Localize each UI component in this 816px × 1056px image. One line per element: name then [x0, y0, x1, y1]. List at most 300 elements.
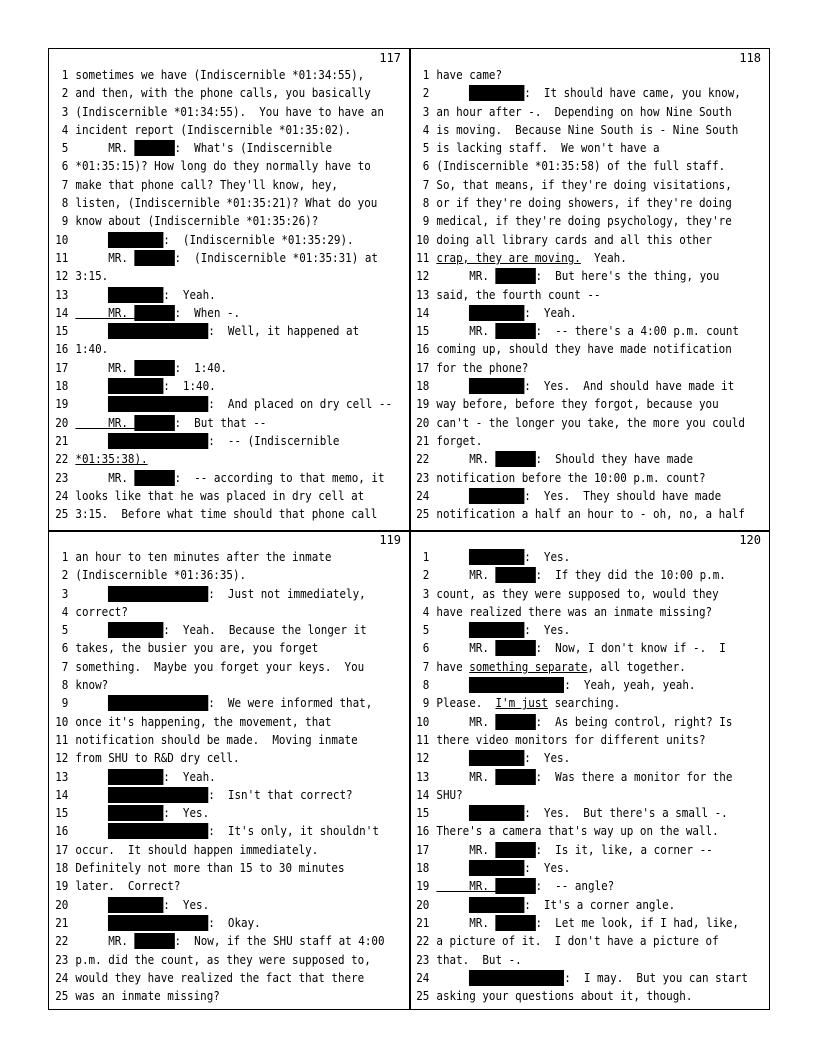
line-number: 15: [55, 323, 69, 339]
line-text: : Yes.: [524, 860, 571, 876]
line-number: 16: [55, 823, 69, 839]
line-text: crap, they are moving.: [436, 249, 581, 265]
line-number: 24: [416, 969, 430, 985]
redaction-block: [469, 305, 524, 321]
line-text: (Indiscernible *01:35:58) of the full staff.: [436, 158, 726, 174]
line-text: an hour after -. Depending on how Nine South: [436, 103, 732, 119]
line-text: takes, the busier you are, you forget: [75, 640, 319, 656]
line-text: coming up, should they have made notification: [436, 341, 732, 357]
transcript-line: [410, 176, 732, 194]
line-text: : It's only, it shouldn't: [208, 823, 379, 839]
line-text: Please.: [436, 695, 496, 711]
line-text: [75, 897, 108, 912]
line-number: 2: [61, 567, 69, 583]
transcript-line: [49, 768, 366, 786]
transcript-line: [410, 267, 726, 285]
line-text: SHU?: [436, 786, 463, 802]
line-text: [436, 488, 469, 503]
transcript-line: [410, 639, 726, 657]
transcript-line: [410, 621, 726, 639]
line-text: have: [436, 658, 470, 674]
redaction-block: [108, 433, 208, 449]
line-text: [75, 323, 108, 338]
line-number: 15: [55, 805, 69, 821]
redaction-block: [108, 287, 163, 303]
line-number: 25: [416, 988, 430, 1004]
line-text: make that phone call? They'll know, hey,: [75, 176, 338, 192]
transcript-line: [49, 304, 366, 322]
transcript-line: [49, 786, 366, 804]
redaction-block: [469, 805, 524, 821]
transcript-line: [410, 84, 741, 102]
line-number: 15: [416, 323, 430, 339]
line-text: [75, 232, 108, 247]
line-number: 14: [416, 786, 430, 802]
page-lines: [410, 548, 769, 1005]
line-text: : Just not immediately,: [208, 585, 366, 601]
line-text: : Yeah. Because the longer it: [163, 622, 367, 638]
line-number: 4: [422, 121, 430, 137]
redaction-block: [134, 933, 174, 949]
line-text: MR.: [75, 140, 135, 156]
transcript-page-119: [49, 531, 409, 1009]
line-text: *01:35:15)? How long do they normally have to: [75, 158, 371, 174]
redaction-block: [134, 140, 174, 156]
line-number: 14: [55, 786, 69, 802]
line-text: have came?: [436, 67, 503, 82]
line-number: 23: [55, 469, 69, 485]
transcript-line: [49, 231, 366, 249]
line-number: 25: [416, 506, 430, 522]
line-text: : -- according to that memo, it: [174, 469, 385, 485]
line-number: 18: [416, 378, 430, 394]
line-text: : Should they have made: [535, 451, 694, 467]
transcript-line: [49, 359, 366, 377]
transcript-line: [49, 859, 366, 877]
transcript-line: [49, 822, 379, 840]
transcript-line: [49, 121, 366, 139]
redaction-block: [108, 805, 163, 821]
transcript-page-120: [410, 531, 769, 1009]
page-number: 120: [739, 533, 761, 547]
redaction-block: [108, 378, 163, 394]
line-text: there video monitors for different units?: [436, 731, 706, 747]
line-number: 1: [422, 67, 430, 82]
redaction-block: [469, 85, 524, 101]
line-text: : Yes. But there's a small -.: [524, 805, 728, 821]
line-text: : Was there a monitor for the: [535, 768, 733, 784]
line-number: 17: [55, 841, 69, 857]
transcript-line: [410, 304, 726, 322]
line-number: 13: [416, 768, 430, 784]
line-text: (Indiscernible *01:34:55). You have to have an: [75, 103, 384, 119]
line-text: [75, 586, 108, 601]
transcript-line: [410, 157, 726, 175]
line-number: 6: [61, 158, 69, 174]
line-number: 2: [422, 567, 430, 583]
transcript-line: [49, 896, 366, 914]
line-text: : I may. But you can start: [564, 969, 749, 985]
line-number: 21: [416, 914, 430, 930]
line-text: : What's (Indiscernible: [174, 140, 333, 156]
line-text: : We were informed that,: [208, 695, 373, 711]
line-number: 8: [422, 677, 430, 693]
line-number: 7: [61, 176, 69, 192]
transcript-line: [49, 713, 366, 731]
line-number: 21: [55, 432, 69, 448]
transcript-line: [49, 176, 366, 194]
line-number: 4: [61, 121, 69, 137]
line-number: 9: [61, 695, 69, 711]
line-text: : Yeah.: [524, 304, 577, 320]
transcript-line: [410, 286, 726, 304]
line-number: 6: [422, 640, 430, 656]
transcript-line: [49, 340, 366, 358]
transcript-line: [49, 932, 385, 950]
transcript-line: [410, 731, 726, 749]
transcript-line: [49, 487, 366, 505]
line-text: : (Indiscernible *01:35:31) at: [174, 249, 378, 265]
line-text: : When -.: [174, 304, 241, 320]
transcript-line: [410, 877, 726, 895]
line-number: 22: [55, 933, 69, 949]
line-text: [75, 622, 108, 637]
transcript-line: [410, 694, 726, 712]
redaction-block: [134, 470, 174, 486]
line-number: 3: [422, 585, 430, 601]
transcript-line: [410, 139, 726, 157]
line-text: Yeah.: [580, 249, 627, 265]
transcript-line: [49, 639, 366, 657]
line-number: 20: [55, 414, 69, 430]
line-number: 4: [422, 603, 430, 619]
line-number: 17: [416, 359, 430, 375]
transcript-line: [410, 914, 739, 932]
redaction-block: [495, 878, 535, 894]
line-text: [75, 823, 108, 838]
line-text: [75, 805, 108, 820]
redaction-block: [495, 268, 535, 284]
transcript-line: [410, 103, 732, 121]
line-text: : Now, I don't know if -. I: [535, 640, 726, 656]
line-text: doing all library cards and all this other: [436, 231, 713, 247]
line-number: 18: [55, 860, 69, 876]
line-text: 3:15.: [75, 268, 109, 284]
redaction-block: [134, 305, 174, 321]
line-number: 5: [422, 622, 430, 638]
line-number: 8: [61, 677, 69, 693]
redaction-block: [469, 750, 524, 766]
line-text: incident report (Indiscernible *01:35:02).: [75, 121, 352, 137]
line-text: [75, 287, 108, 302]
transcript-line: [410, 322, 739, 340]
line-text: p.m. did the count, as they were supposed to,: [75, 951, 371, 967]
redaction-block: [495, 567, 535, 583]
redaction-block: [108, 396, 208, 412]
line-number: 6: [422, 158, 430, 174]
line-text: something. Maybe you forget your keys. You: [75, 658, 365, 674]
redaction-block: [469, 860, 524, 876]
redaction-block: [108, 323, 208, 339]
line-number: 10: [416, 231, 430, 247]
line-text: MR.: [75, 414, 135, 430]
redaction-block: [134, 250, 174, 266]
transcript-line: [49, 951, 371, 969]
page-number: 118: [739, 51, 761, 65]
line-text: : But that --: [174, 414, 267, 430]
line-text: : If they did the 10:00 p.m.: [535, 567, 726, 583]
line-text: know?: [75, 677, 109, 693]
line-text: once it's happening, the movement, that: [75, 713, 332, 729]
line-number: 24: [416, 487, 430, 503]
line-number: 1: [61, 67, 69, 82]
line-number: 3: [61, 585, 69, 601]
transcript-line: [49, 841, 366, 859]
line-text: MR.: [436, 713, 496, 729]
line-text: said, the fourth count --: [436, 286, 601, 302]
transcript-line: [410, 359, 726, 377]
line-text: a picture of it. I don't have a picture of: [436, 933, 719, 949]
line-number: 8: [422, 195, 430, 211]
line-number: 5: [422, 140, 430, 156]
transcript-line: [410, 896, 726, 914]
line-text: : Okay.: [208, 914, 261, 930]
line-text: MR.: [75, 304, 135, 320]
redaction-block: [495, 451, 535, 467]
line-text: is moving. Because Nine South is - Nine South: [436, 121, 739, 137]
line-text: : 1:40.: [174, 359, 227, 375]
line-text: [75, 695, 108, 710]
line-number: 8: [61, 195, 69, 211]
line-text: 3:15. Before what time should that phone call: [75, 506, 378, 522]
line-text: [436, 860, 469, 875]
line-text: listen, (Indiscernible *01:35:21)? What do you: [75, 195, 378, 211]
line-text: notification a half an hour to - oh, no, a half: [436, 506, 745, 522]
transcript-line: [410, 66, 726, 84]
line-number: 3: [61, 103, 69, 119]
line-text: , all together.: [587, 658, 686, 674]
line-number: 4: [61, 603, 69, 619]
line-number: 14: [416, 304, 430, 320]
line-text: MR.: [75, 249, 135, 265]
line-text: for the phone?: [436, 359, 529, 375]
line-text: way before, before they forgot, because you: [436, 396, 719, 412]
page-number: 117: [379, 51, 401, 65]
transcript-line: [49, 267, 366, 285]
line-number: 7: [61, 658, 69, 674]
line-number: 17: [416, 841, 430, 857]
transcript-line: [49, 414, 366, 432]
transcript-line: [410, 841, 726, 859]
transcript-line: [410, 603, 726, 621]
line-text: looks like that he was placed in dry cell at: [75, 487, 365, 503]
line-number: 19: [55, 396, 69, 412]
line-text: *01:35:38).: [75, 451, 148, 467]
line-number: 14: [55, 304, 69, 320]
line-number: 12: [416, 268, 430, 284]
redaction-block: [495, 640, 535, 656]
redaction-block: [108, 897, 163, 913]
transcript-line: [49, 249, 378, 267]
transcript-line: [410, 450, 726, 468]
redaction-block: [108, 232, 163, 248]
redaction-block: [495, 769, 535, 785]
line-number: 6: [61, 640, 69, 656]
transcript-line: [49, 731, 366, 749]
page-lines: [410, 66, 769, 523]
line-text: [436, 805, 469, 820]
transcript-line: [49, 548, 366, 566]
line-number: 7: [422, 176, 430, 192]
line-text: : Yeah.: [163, 768, 216, 784]
transcript-line: [49, 322, 366, 340]
line-number: 5: [61, 140, 69, 156]
transcript-line: [410, 658, 726, 676]
line-text: or if they're doing showers, if they're doing: [436, 195, 732, 211]
line-text: (Indiscernible *01:36:35).: [75, 567, 247, 583]
transcript-line: [49, 286, 366, 304]
redaction-block: [469, 622, 524, 638]
transcript-line: [49, 749, 366, 767]
line-text: : -- (Indiscernible: [208, 432, 340, 448]
line-number: 25: [55, 506, 69, 522]
redaction-block: [108, 915, 208, 931]
line-text: : Yes.: [524, 622, 571, 638]
line-number: 9: [422, 213, 430, 229]
redaction-block: [108, 586, 208, 602]
line-number: 13: [55, 768, 69, 784]
transcript-line: [410, 713, 733, 731]
line-text: and then, with the phone calls, you basically: [75, 85, 371, 101]
line-number: 17: [55, 359, 69, 375]
transcript-line: [410, 786, 726, 804]
transcript-line: [49, 676, 366, 694]
line-text: MR.: [436, 640, 496, 656]
line-number: 25: [55, 988, 69, 1004]
transcript-line: [49, 566, 366, 584]
transcript-line: [49, 505, 378, 523]
line-text: can't - the longer you take, the more you could: [436, 414, 745, 430]
line-text: MR.: [436, 768, 496, 784]
transcript-line: [410, 414, 745, 432]
redaction-block: [495, 323, 535, 339]
line-number: 23: [55, 951, 69, 967]
transcript-line: [49, 450, 366, 468]
line-number: 19: [416, 396, 430, 412]
redaction-block: [134, 415, 174, 431]
line-number: 1: [61, 549, 69, 564]
line-number: 16: [416, 341, 430, 357]
line-text: : Yeah, yeah, yeah.: [564, 677, 696, 693]
line-number: 2: [61, 85, 69, 101]
line-number: 3: [422, 103, 430, 119]
line-number: 24: [55, 969, 69, 985]
transcript-line: [49, 66, 366, 84]
transcript-line: [410, 987, 726, 1005]
line-number: 11: [416, 249, 430, 265]
redaction-block: [108, 695, 208, 711]
line-text: was an inmate missing?: [75, 988, 220, 1004]
line-number: 11: [416, 731, 430, 747]
line-number: 23: [416, 951, 430, 967]
transcript-line: [410, 566, 726, 584]
line-number: 11: [55, 249, 69, 265]
line-text: [436, 305, 469, 320]
line-text: [75, 396, 108, 411]
line-text: : Now, if the SHU staff at 4:00: [174, 933, 385, 949]
transcript-line: [49, 84, 371, 102]
line-number: 11: [55, 731, 69, 747]
line-text: : (Indiscernible *01:35:29).: [163, 231, 354, 247]
transcript-line: [410, 768, 733, 786]
redaction-block: [108, 622, 163, 638]
line-text: something separate: [469, 658, 588, 674]
line-number: 12: [416, 750, 430, 766]
redaction-block: [469, 970, 564, 986]
redaction-block: [108, 787, 208, 803]
redaction-block: [469, 378, 524, 394]
transcript-line: [410, 859, 726, 877]
line-text: There's a camera that's way up on the wall.: [436, 823, 719, 839]
line-text: [436, 677, 469, 692]
line-text: : Yes.: [163, 896, 210, 912]
redaction-block: [469, 488, 524, 504]
transcript-line: [410, 194, 732, 212]
line-text: : Yes. And should have made it: [524, 378, 735, 394]
line-number: 12: [55, 268, 69, 284]
transcript-line: [410, 432, 726, 450]
line-text: : It's a corner angle.: [524, 896, 676, 912]
transcript-line: [49, 914, 366, 932]
transcript-line: [410, 749, 726, 767]
transcript-line: [410, 548, 726, 566]
transcript-line: [49, 877, 366, 895]
line-number: 22: [55, 451, 69, 467]
line-text: : -- there's a 4:00 p.m. count: [535, 323, 739, 339]
line-text: 1:40.: [75, 341, 109, 357]
line-text: notification before the 10:00 p.m. count?: [436, 469, 706, 485]
transcript-page-117: [49, 49, 409, 530]
line-text: : Yeah.: [163, 286, 216, 302]
transcript-line: [49, 969, 366, 987]
transcript-sheet: [48, 48, 770, 1010]
transcript-line: [49, 603, 366, 621]
line-text: occur. It should happen immediately.: [75, 841, 319, 857]
redaction-block: [469, 897, 524, 913]
transcript-line: [410, 212, 732, 230]
line-text: So, that means, if they're doing visitations,: [436, 176, 732, 192]
line-text: sometimes we have (Indiscernible *01:34:55),: [75, 67, 365, 82]
transcript-line: [410, 395, 726, 413]
line-text: would they have realized the fact that there: [75, 969, 365, 985]
transcript-line: [49, 987, 366, 1005]
line-text: MR.: [436, 323, 496, 339]
transcript-line: [49, 658, 366, 676]
line-number: 9: [61, 213, 69, 229]
line-text: count, as they were supposed to, would they: [436, 585, 719, 601]
line-text: that. But -.: [436, 951, 522, 967]
line-text: : Yes.: [163, 805, 210, 821]
line-text: : Is it, like, a corner --: [535, 841, 713, 857]
transcript-line: [49, 157, 371, 175]
line-number: 23: [416, 469, 430, 485]
line-text: Definitely not more than 15 to 30 minutes: [75, 860, 345, 876]
line-text: [436, 970, 469, 985]
transcript-line: [49, 469, 385, 487]
line-text: notification should be made. Moving inmate: [75, 731, 358, 747]
transcript-line: [49, 194, 378, 212]
line-text: MR.: [75, 359, 135, 375]
